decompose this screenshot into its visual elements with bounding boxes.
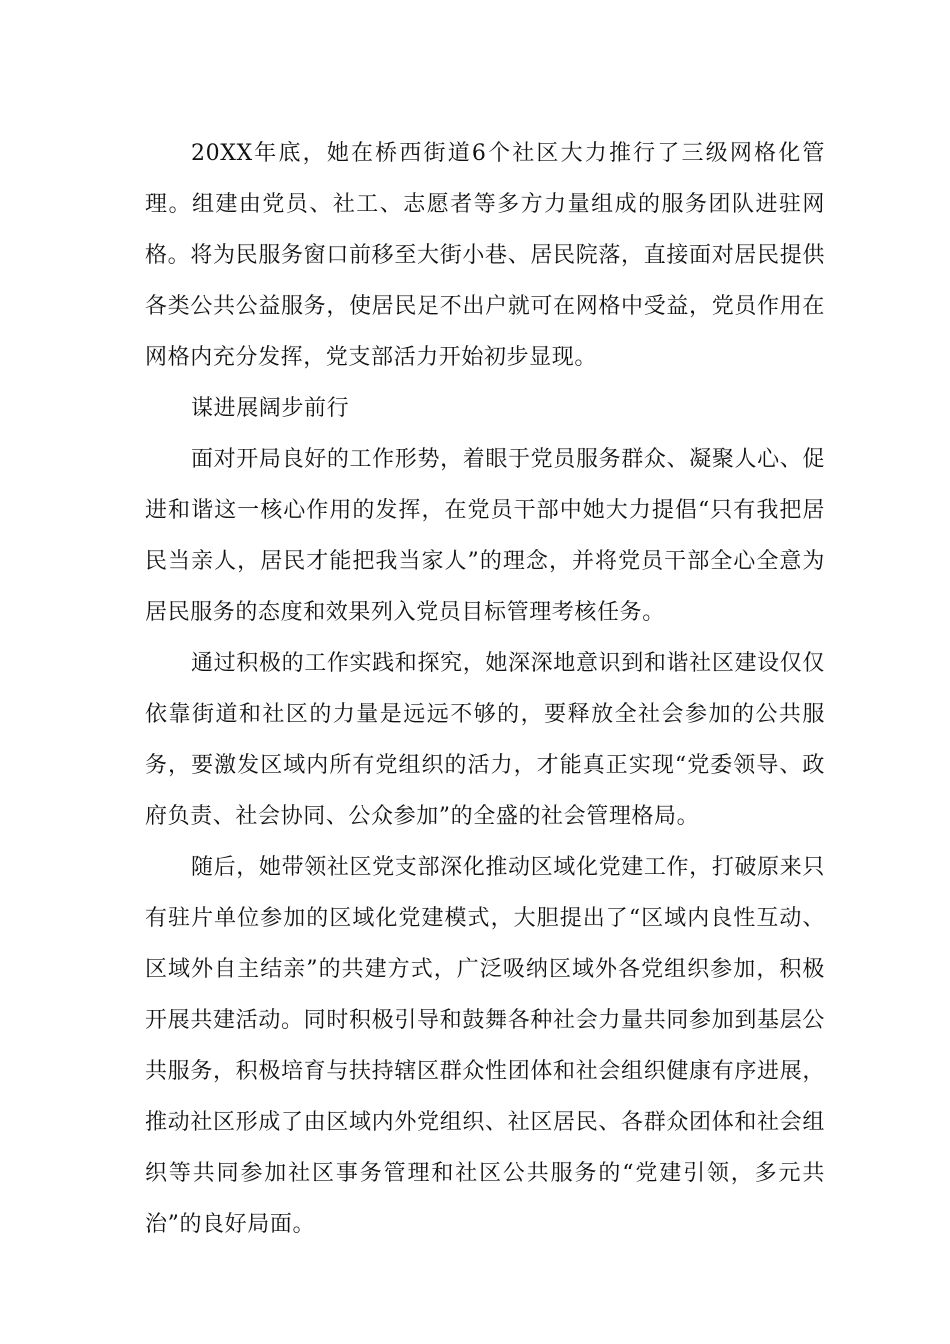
paragraph: 面对开局良好的工作形势，着眼于党员服务群众、凝聚人心、促进和谐这一核心作用的发挥，在党员干部中她大力提倡“只有我把居民当亲人，居民才能把我当家人”的理念，并将党员干部全心全意为居民服务的态度和效果列入党员目标管理考核任务。 [145,447,825,625]
document-body [145,128,825,1250]
paragraph: 20XX年底，她在桥西街道6个社区大力推行了三级网格化管理。组建由党员、社工、志愿者等多方力量组成的服务团队进驻网格。将为民服务窗口前移至大街小巷、居民院落，直接面对居民提供各类公共公益服务，使居民足不出户就可在网格中受益，党员作用在网格内充分发挥，党支部活力开始初步显现。 [145,141,825,370]
paragraph: 随后，她带领社区党支部深化推动区域化党建工作，打破原来只有驻片单位参加的区域化党建模式，大胆提出了“区域内良性互动、区域外自主结亲”的共建方式，广泛吸纳区域外各党组织参加，积极开展共建活动。同时积极引导和鼓舞各种社会力量共同参加到基层公共服务，积极培育与扶持辖区群众性团体和社会组织健康有序进展，推动社区形成了由区域内外党组织、社区居民、各群众团体和社会组织等共同参加社区事务管理和社区公共服务的“党建引领，多元共治”的良好局面。 [145,855,825,1237]
section-heading: 谋进展阔步前行 [191,396,350,421]
paragraph: 通过积极的工作实践和探究，她深深地意识到和谐社区建设仅仅依靠街道和社区的力量是远远不够的，要释放全社会参加的公共服务，要激发区域内所有党组织的活力，才能真正实现“党委领导、政府负责、社会协同、公众参加”的全盛的社会管理格局。 [145,651,825,829]
